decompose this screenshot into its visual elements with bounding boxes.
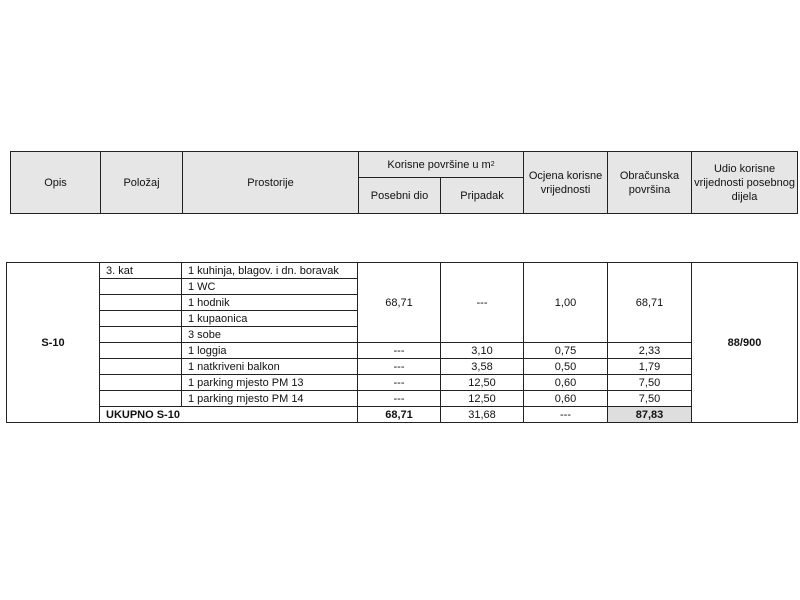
ocjena-value: 0,75 [524, 343, 608, 359]
total-label: UKUPNO S-10 [100, 407, 358, 423]
table-row [7, 343, 798, 359]
total-row [7, 407, 798, 423]
pripadak-value: 3,58 [441, 359, 524, 375]
polozaj-empty [100, 295, 182, 311]
unit-udio: 88/900 [692, 263, 798, 423]
polozaj-empty [100, 279, 182, 295]
obracunska-value: 1,79 [608, 359, 692, 375]
table-row [7, 391, 798, 407]
pripadak-value: --- [441, 263, 524, 343]
polozaj-empty [100, 375, 182, 391]
unit-table [6, 262, 798, 423]
table-row [7, 375, 798, 391]
polozaj-empty [100, 359, 182, 375]
polozaj-empty [100, 391, 182, 407]
room-name: 1 hodnik [182, 295, 358, 311]
polozaj-empty [100, 327, 182, 343]
room-name: 1 kuhinja, blagov. i dn. boravak [182, 263, 358, 279]
ocjena-value: 1,00 [524, 263, 608, 343]
header-posebni-dio: Posebni dio [359, 178, 441, 214]
room-name: 1 kupaonica [182, 311, 358, 327]
header-korisne-povrsine-sup: 2 [490, 160, 495, 168]
posebni-dio-value: --- [358, 375, 441, 391]
ocjena-value: 0,50 [524, 359, 608, 375]
unit-opis: S-10 [7, 263, 100, 423]
polozaj-empty [100, 343, 182, 359]
header-korisne-povrsine-text: Korisne površine u m [387, 158, 491, 171]
ocjena-value: 0,60 [524, 391, 608, 407]
room-name: 3 sobe [182, 327, 358, 343]
header-opis: Opis [11, 152, 101, 214]
unit-polozaj: 3. kat [100, 263, 182, 279]
obracunska-value: 68,71 [608, 263, 692, 343]
obracunska-value: 2,33 [608, 343, 692, 359]
room-name: 1 parking mjesto PM 13 [182, 375, 358, 391]
header-ocjena: Ocjena korisne vrijednosti [524, 152, 608, 214]
pripadak-value: 12,50 [441, 391, 524, 407]
posebni-dio-value: --- [358, 343, 441, 359]
obracunska-value: 7,50 [608, 375, 692, 391]
header-table [10, 151, 798, 214]
posebni-dio-value: --- [358, 359, 441, 375]
total-obracunska: 87,83 [608, 407, 692, 423]
header-polozaj: Položaj [101, 152, 183, 214]
room-name: 1 natkriveni balkon [182, 359, 358, 375]
room-name: 1 WC [182, 279, 358, 295]
table-row [7, 359, 798, 375]
header-udio: Udio korisne vrijednosti posebnog dijela [692, 152, 798, 214]
posebni-dio-value: 68,71 [358, 263, 441, 343]
room-name: 1 loggia [182, 343, 358, 359]
header-pripadak: Pripadak [441, 178, 524, 214]
header-obracunska: Obračunska površina [608, 152, 692, 214]
header-korisne-povrsine [359, 152, 524, 178]
total-ocjena: --- [524, 407, 608, 423]
total-posebni-dio: 68,71 [358, 407, 441, 423]
pripadak-value: 3,10 [441, 343, 524, 359]
ocjena-value: 0,60 [524, 375, 608, 391]
polozaj-empty [100, 311, 182, 327]
total-pripadak: 31,68 [441, 407, 524, 423]
pripadak-value: 12,50 [441, 375, 524, 391]
posebni-dio-value: --- [358, 391, 441, 407]
room-name: 1 parking mjesto PM 14 [182, 391, 358, 407]
header-prostorije: Prostorije [183, 152, 359, 214]
obracunska-value: 7,50 [608, 391, 692, 407]
